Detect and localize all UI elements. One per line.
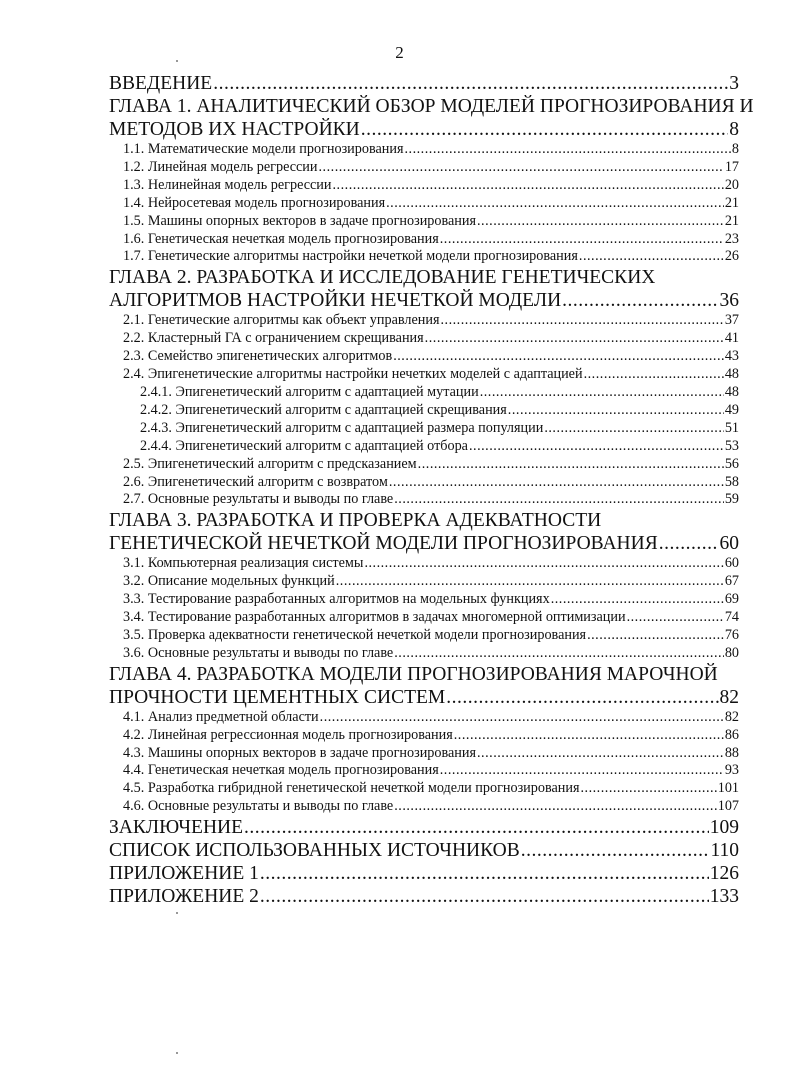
toc-title: 3.6. Основные результаты и выводы по главе bbox=[123, 644, 394, 661]
toc-dot-leader bbox=[386, 195, 724, 213]
toc-section bbox=[109, 745, 739, 763]
toc-leader-line bbox=[123, 248, 739, 266]
toc-title: ПРИЛОЖЕНИЕ 2 bbox=[109, 886, 259, 908]
toc-dot-leader bbox=[477, 745, 724, 763]
toc-dot-leader bbox=[480, 384, 724, 402]
toc-heading bbox=[109, 95, 754, 141]
toc-page-number: 21 bbox=[724, 194, 739, 211]
toc-section bbox=[109, 231, 739, 249]
toc-dot-leader bbox=[627, 609, 724, 627]
toc-title: ЗАКЛЮЧЕНИЕ bbox=[109, 817, 244, 839]
toc-subsection bbox=[109, 420, 739, 438]
toc-dot-leader bbox=[440, 762, 724, 780]
toc-page-number: 56 bbox=[724, 455, 739, 472]
toc-heading bbox=[109, 816, 739, 839]
toc-page-number: 93 bbox=[724, 762, 739, 779]
toc-dot-leader bbox=[454, 727, 724, 745]
toc-section bbox=[109, 159, 739, 177]
toc-section bbox=[109, 780, 739, 798]
toc-section bbox=[109, 348, 739, 366]
toc-leader-line bbox=[109, 885, 739, 908]
toc-dot-leader bbox=[333, 177, 724, 195]
toc-title: 1.4. Нейросетевая модель прогнозирования bbox=[123, 194, 386, 211]
table-of-contents bbox=[109, 72, 754, 908]
toc-section bbox=[109, 591, 739, 609]
toc-leader-line bbox=[123, 330, 739, 348]
toc-page-number: 82 bbox=[719, 686, 739, 708]
toc-leader-line bbox=[123, 491, 739, 509]
toc-title: 2.7. Основные результаты и выводы по главе bbox=[123, 491, 394, 508]
toc-title: 2.5. Эпигенетический алгоритм с предсказанием bbox=[123, 455, 417, 472]
toc-title: 4.4. Генетическая нечеткая модель прогнозирования bbox=[123, 762, 439, 779]
toc-page-number: 59 bbox=[724, 491, 739, 508]
toc-subsection bbox=[109, 438, 739, 456]
toc-dot-leader bbox=[659, 532, 719, 555]
toc-title: ПРОЧНОСТИ ЦЕМЕНТНЫХ СИСТЕМ bbox=[109, 686, 446, 708]
toc-title: 2.4.3. Эпигенетический алгоритм с адаптацией размера популяции bbox=[140, 419, 544, 436]
toc-dot-leader bbox=[584, 366, 724, 384]
toc-page-number: 80 bbox=[724, 644, 739, 661]
toc-page-number: 17 bbox=[724, 158, 739, 175]
toc-dot-leader bbox=[521, 839, 710, 862]
toc-leader-line bbox=[123, 798, 739, 816]
toc-title: ВВЕДЕНИЕ bbox=[109, 73, 213, 94]
toc-leader-line bbox=[123, 645, 739, 663]
toc-title: 2.4.2. Эпигенетический алгоритм с адаптацией скрещивания bbox=[140, 401, 507, 418]
toc-dot-leader bbox=[469, 438, 724, 456]
toc-leader-line bbox=[123, 366, 739, 384]
toc-leader-line bbox=[123, 727, 739, 745]
toc-leader-line bbox=[123, 312, 739, 330]
toc-leader-line bbox=[109, 118, 739, 141]
toc-title: ПРИЛОЖЕНИЕ 1 bbox=[109, 863, 259, 885]
toc-dot-leader bbox=[361, 118, 728, 141]
toc-heading bbox=[109, 266, 739, 312]
toc-title: 3.5. Проверка адекватности генетической нечеткой модели прогнозирования bbox=[123, 626, 587, 643]
toc-page-number: 133 bbox=[709, 886, 739, 908]
toc-leader-line bbox=[140, 402, 739, 420]
toc-section bbox=[109, 195, 739, 213]
toc-section bbox=[109, 366, 739, 384]
toc-dot-leader bbox=[393, 348, 724, 366]
toc-leader-line bbox=[123, 709, 739, 727]
toc-page-number: 60 bbox=[724, 555, 739, 572]
toc-dot-leader bbox=[580, 780, 716, 798]
toc-section bbox=[109, 645, 739, 663]
toc-title: ГЕНЕТИЧЕСКОЙ НЕЧЕТКОЙ МОДЕЛИ ПРОГНОЗИРОВАНИЯ bbox=[109, 533, 658, 555]
toc-leader-line bbox=[109, 686, 739, 709]
toc-leader-line bbox=[109, 289, 739, 312]
toc-page-number: 41 bbox=[724, 330, 739, 347]
toc-dot-leader bbox=[213, 72, 728, 95]
toc-title: 1.1. Математические модели прогнозирования bbox=[123, 141, 404, 157]
toc-leader-line bbox=[123, 177, 739, 195]
toc-section bbox=[109, 573, 739, 591]
toc-dot-leader bbox=[394, 491, 724, 509]
toc-title: 3.2. Описание модельных функций bbox=[123, 573, 335, 590]
toc-section bbox=[109, 330, 739, 348]
toc-page-number: 48 bbox=[724, 383, 739, 400]
scan-speck bbox=[176, 912, 178, 914]
toc-leader-line bbox=[140, 384, 739, 402]
toc-title: 2.3. Семейство эпигенетических алгоритмов bbox=[123, 348, 393, 365]
toc-subsection bbox=[109, 402, 739, 420]
toc-dot-leader bbox=[389, 474, 724, 492]
toc-section bbox=[109, 762, 739, 780]
toc-title: 1.3. Нелинейная модель регрессии bbox=[123, 176, 332, 193]
toc-title: 3.1. Компьютерная реализация системы bbox=[123, 555, 364, 572]
toc-leader-line bbox=[140, 438, 739, 456]
toc-leader-line bbox=[123, 348, 739, 366]
toc-heading bbox=[109, 839, 739, 862]
toc-dot-leader bbox=[551, 591, 724, 609]
toc-page-number: 101 bbox=[717, 780, 739, 797]
toc-section bbox=[109, 709, 739, 727]
toc-title: АЛГОРИТМОВ НАСТРОЙКИ НЕЧЕТКОЙ МОДЕЛИ bbox=[109, 290, 562, 312]
toc-title: 4.6. Основные результаты и выводы по главе bbox=[123, 798, 394, 815]
toc-heading-first-line: ГЛАВА 2. РАЗРАБОТКА И ИССЛЕДОВАНИЕ ГЕНЕТИЧЕСКИХ bbox=[109, 267, 656, 289]
toc-dot-leader bbox=[404, 141, 730, 159]
toc-page-number: 88 bbox=[724, 744, 739, 761]
toc-dot-leader bbox=[260, 862, 709, 885]
toc-title: 2.2. Кластерный ГА с ограничением скрещивания bbox=[123, 330, 424, 347]
toc-dot-leader bbox=[394, 645, 724, 663]
toc-page-number: 67 bbox=[724, 573, 739, 590]
toc-page-number: 20 bbox=[724, 176, 739, 193]
toc-section bbox=[109, 177, 739, 195]
toc-section bbox=[109, 609, 739, 627]
toc-dot-leader bbox=[579, 248, 724, 266]
toc-leader-line bbox=[123, 609, 739, 627]
toc-leader-line bbox=[109, 532, 739, 555]
toc-page-number: 8 bbox=[731, 141, 739, 157]
toc-dot-leader bbox=[440, 231, 724, 249]
scan-speck bbox=[176, 1052, 178, 1054]
toc-heading bbox=[109, 885, 739, 908]
toc-leader-line bbox=[123, 195, 739, 213]
toc-section bbox=[109, 456, 739, 474]
toc-section bbox=[109, 798, 739, 816]
toc-title: 4.5. Разработка гибридной генетической нечеткой модели прогнозирования bbox=[123, 780, 580, 797]
toc-leader-line bbox=[123, 627, 739, 645]
toc-heading bbox=[109, 862, 739, 885]
toc-leader-line bbox=[123, 141, 739, 159]
toc-section bbox=[109, 727, 739, 745]
toc-dot-leader bbox=[320, 709, 724, 727]
toc-page-number: 3 bbox=[729, 73, 739, 94]
toc-leader-line bbox=[123, 591, 739, 609]
toc-title: 2.4.4. Эпигенетический алгоритм с адаптацией отбора bbox=[140, 437, 468, 454]
toc-title: 1.6. Генетическая нечеткая модель прогнозирования bbox=[123, 230, 439, 247]
page-number: 2 bbox=[395, 43, 404, 62]
toc-page-number: 8 bbox=[729, 119, 739, 140]
toc-page-number: 53 bbox=[724, 437, 739, 454]
toc-page-number: 107 bbox=[717, 798, 739, 815]
toc-section bbox=[109, 213, 739, 231]
toc-leader-line bbox=[123, 573, 739, 591]
toc-leader-line bbox=[123, 159, 739, 177]
toc-leader-line bbox=[123, 474, 739, 492]
toc-dot-leader bbox=[418, 456, 724, 474]
toc-dot-leader bbox=[260, 885, 709, 908]
toc-section bbox=[109, 141, 739, 159]
toc-page-number: 37 bbox=[724, 312, 739, 329]
toc-page-number: 82 bbox=[724, 708, 739, 725]
toc-page-number: 36 bbox=[719, 290, 739, 312]
toc-leader-line bbox=[123, 780, 739, 798]
toc-dot-leader bbox=[336, 573, 724, 591]
toc-leader-line bbox=[109, 816, 739, 839]
toc-title: 1.7. Генетические алгоритмы настройки нечеткой модели прогнозирования bbox=[123, 248, 578, 265]
toc-page-number: 126 bbox=[709, 863, 739, 885]
toc-section bbox=[109, 248, 739, 266]
toc-page-number: 43 bbox=[724, 348, 739, 365]
toc-page-number: 49 bbox=[724, 401, 739, 418]
toc-title: 4.1. Анализ предметной области bbox=[123, 708, 319, 725]
toc-title: 2.4.1. Эпигенетический алгоритм с адаптацией мутации bbox=[140, 383, 479, 400]
toc-dot-leader bbox=[440, 312, 723, 330]
toc-title: 2.4. Эпигенетические алгоритмы настройки нечетких моделей с адаптацией bbox=[123, 366, 583, 383]
toc-page-number: 76 bbox=[724, 626, 739, 643]
toc-heading-first-line: ГЛАВА 1. АНАЛИТИЧЕСКИЙ ОБЗОР МОДЕЛЕЙ ПРОГНОЗИРОВАНИЯ И bbox=[109, 96, 754, 117]
toc-leader-line bbox=[123, 745, 739, 763]
toc-leader-line bbox=[123, 762, 739, 780]
toc-leader-line bbox=[123, 231, 739, 249]
toc-leader-line bbox=[109, 72, 739, 95]
toc-page-number: 74 bbox=[724, 609, 739, 626]
toc-page-number: 21 bbox=[724, 212, 739, 229]
toc-section bbox=[109, 312, 739, 330]
toc-leader-line bbox=[140, 420, 739, 438]
toc-page-number: 58 bbox=[724, 473, 739, 490]
toc-page-number: 110 bbox=[710, 840, 739, 862]
toc-dot-leader bbox=[394, 798, 716, 816]
toc-dot-leader bbox=[508, 402, 724, 420]
toc-title: 2.1. Генетические алгоритмы как объект управления bbox=[123, 312, 440, 329]
toc-section bbox=[109, 555, 739, 573]
toc-dot-leader bbox=[319, 159, 724, 177]
toc-section bbox=[109, 474, 739, 492]
toc-leader-line bbox=[109, 839, 739, 862]
toc-title: 4.3. Машины опорных векторов в задаче прогнозирования bbox=[123, 744, 476, 761]
toc-title: 3.3. Тестирование разработанных алгоритмов на модельных функциях bbox=[123, 591, 550, 608]
toc-dot-leader bbox=[425, 330, 724, 348]
toc-page-number: 26 bbox=[724, 248, 739, 265]
toc-dot-leader bbox=[244, 816, 709, 839]
toc-heading bbox=[109, 72, 739, 95]
toc-title: 1.5. Машины опорных векторов в задаче прогнозирования bbox=[123, 212, 476, 229]
toc-leader-line bbox=[123, 456, 739, 474]
toc-title: 2.6. Эпигенетический алгоритм с возвратом bbox=[123, 473, 388, 490]
toc-heading bbox=[109, 663, 739, 709]
toc-dot-leader bbox=[562, 289, 718, 312]
toc-heading bbox=[109, 509, 739, 555]
scan-speck bbox=[176, 60, 178, 62]
toc-title: 3.4. Тестирование разработанных алгоритмов в задачах многомерной оптимизации bbox=[123, 609, 626, 626]
toc-dot-leader bbox=[587, 627, 724, 645]
toc-page-number: 86 bbox=[724, 726, 739, 743]
toc-heading-first-line: ГЛАВА 4. РАЗРАБОТКА МОДЕЛИ ПРОГНОЗИРОВАНИЯ МАРОЧНОЙ bbox=[109, 663, 718, 685]
toc-heading-first-line: ГЛАВА 3. РАЗРАБОТКА И ПРОВЕРКА АДЕКВАТНОСТИ bbox=[109, 510, 602, 532]
toc-page-number: 109 bbox=[709, 817, 739, 839]
toc-page-number: 51 bbox=[724, 419, 739, 436]
toc-dot-leader bbox=[364, 555, 723, 573]
toc-title: МЕТОДОВ ИХ НАСТРОЙКИ bbox=[109, 119, 360, 140]
toc-section bbox=[109, 627, 739, 645]
toc-page-number: 69 bbox=[724, 591, 739, 608]
toc-section bbox=[109, 491, 739, 509]
toc-dot-leader bbox=[446, 686, 718, 709]
toc-subsection bbox=[109, 384, 739, 402]
toc-title: СПИСОК ИСПОЛЬЗОВАННЫХ ИСТОЧНИКОВ bbox=[109, 840, 520, 862]
toc-page-number: 23 bbox=[724, 230, 739, 247]
toc-leader-line bbox=[123, 213, 739, 231]
toc-title: 1.2. Линейная модель регрессии bbox=[123, 158, 318, 175]
toc-dot-leader bbox=[544, 420, 724, 438]
toc-page-number: 60 bbox=[719, 533, 739, 555]
toc-title: 4.2. Линейная регрессионная модель прогнозирования bbox=[123, 726, 453, 743]
toc-page-number: 48 bbox=[724, 366, 739, 383]
toc-dot-leader bbox=[477, 213, 724, 231]
toc-leader-line bbox=[109, 862, 739, 885]
toc-leader-line bbox=[123, 555, 739, 573]
